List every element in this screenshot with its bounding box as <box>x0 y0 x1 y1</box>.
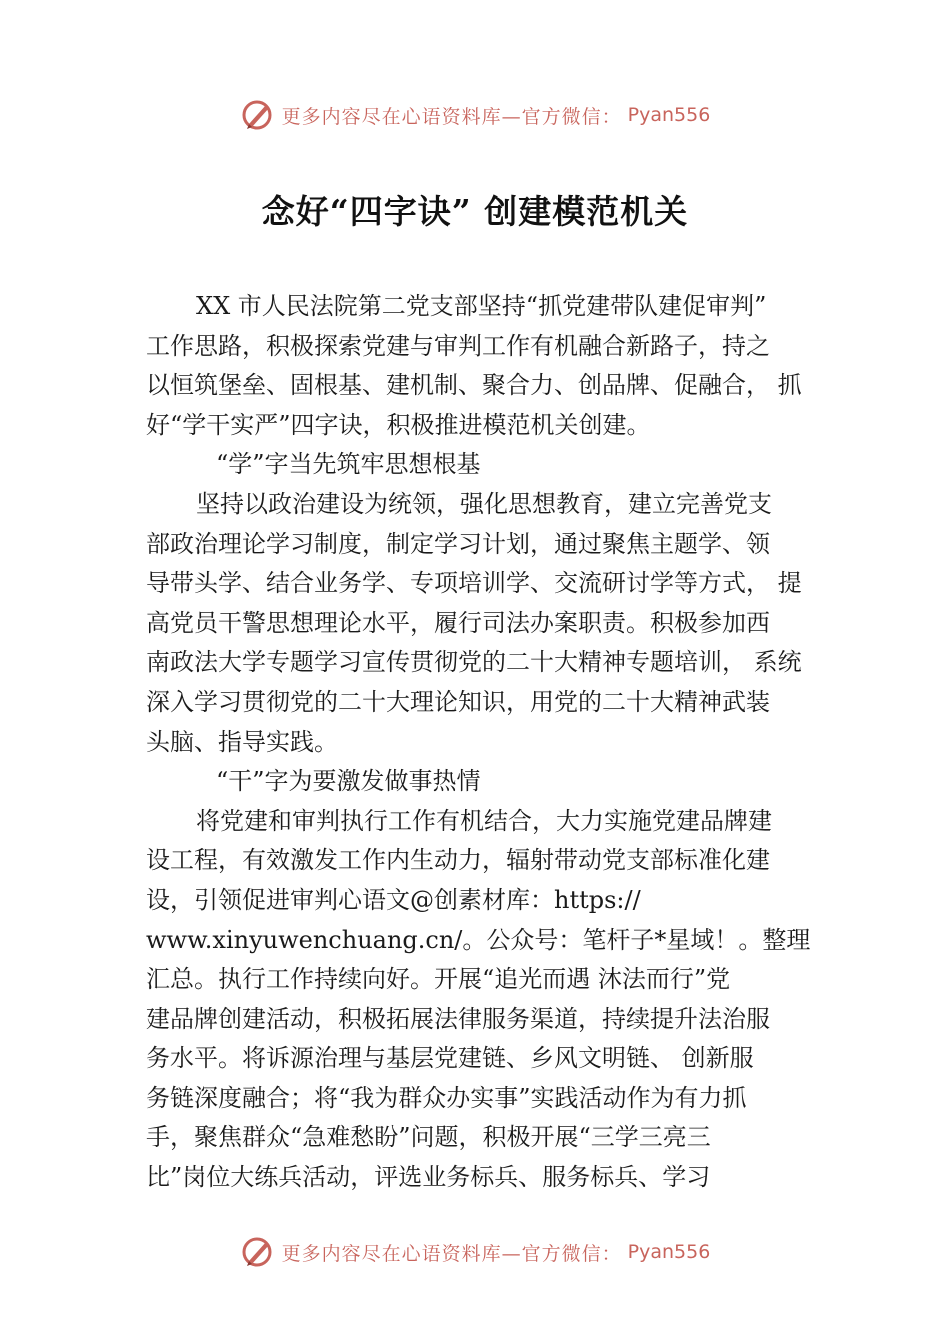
body-line: 务水平。将诉源治理与基层党建链、乡风文明链、 创新服 <box>146 1044 754 1073</box>
body-line: 比”岗位大练兵活动，评选业务标兵、服务标兵、学习 <box>146 1163 711 1192</box>
section-heading-xue: “学”字当先筑牢思想根基 <box>216 450 481 479</box>
body-line: 导带头学、结合业务学、专项培训学、交流研讨学等方式， 提 <box>146 569 802 598</box>
body-line: 以恒筑堡垒、固根基、建机制、聚合力、创品牌、促融合， 抓 <box>146 371 802 400</box>
body-line: 头脑、指导实践。 <box>146 727 338 756</box>
banner-wechat-id: Pyan556 <box>627 1241 711 1263</box>
body-line: 坚持以政治建设为统领，强化思想教育，建立完善党支 <box>196 489 772 518</box>
body-line: 设工程，有效激发工作内生动力，辐射带动党支部标准化建 <box>146 846 770 875</box>
footer-banner <box>0 1232 950 1272</box>
body-line: 务链深度融合；将“我为群众办实事”实践活动作为有力抓 <box>146 1083 747 1112</box>
body-line: 高党员干警思想理论水平，履行司法办案职责。积极参加西 <box>146 608 770 637</box>
page-title: 念好“四字诀” 创建模范机关 <box>261 192 689 231</box>
body-line: www.xinyuwenchuang.cn/。公众号：笔杆子*星域！。整理 <box>146 925 811 954</box>
body-line: 手，聚焦群众“急难愁盼”问题，积极开展“三学三亮三 <box>146 1123 711 1152</box>
body-line: 部政治理论学习制度，制定学习计划，通过聚焦主题学、领 <box>146 529 770 558</box>
body-line: 深入学习贯彻党的二十大理论知识，用党的二十大精神武装 <box>146 687 770 716</box>
document-body <box>146 287 814 1198</box>
pen-logo-icon <box>240 1234 276 1270</box>
pen-logo-icon <box>240 97 276 133</box>
body-line: XX 市人民法院第二党支部坚持“抓党建带队建促审判” <box>196 292 767 320</box>
section-heading-gan: “干”字为要激发做事热情 <box>216 767 481 796</box>
body-line: 好“学干实严”四字诀，积极推进模范机关创建。 <box>146 410 651 439</box>
body-line: 工作思路，积极探索党建与审判工作有机融合新路子，持之 <box>146 331 770 360</box>
banner-text: 更多内容尽在心语资料库—官方微信： <box>281 105 622 128</box>
header-banner <box>0 95 950 135</box>
body-line: 设，引领促进审判心语文@创素材库：https:// <box>146 885 641 914</box>
body-line: 将党建和审判执行工作有机结合，大力实施党建品牌建 <box>196 806 772 835</box>
banner-wechat-id: Pyan556 <box>627 104 711 126</box>
body-line: 汇总。执行工作持续向好。开展“追光而遇 沐法而行”党 <box>146 965 731 994</box>
body-line: 建品牌创建活动，积极拓展法律服务渠道，持续提升法治服 <box>146 1004 770 1033</box>
body-line: 南政法大学专题学习宣传贯彻党的二十大精神专题培训， 系统 <box>146 648 802 677</box>
banner-text: 更多内容尽在心语资料库—官方微信： <box>281 1242 622 1265</box>
